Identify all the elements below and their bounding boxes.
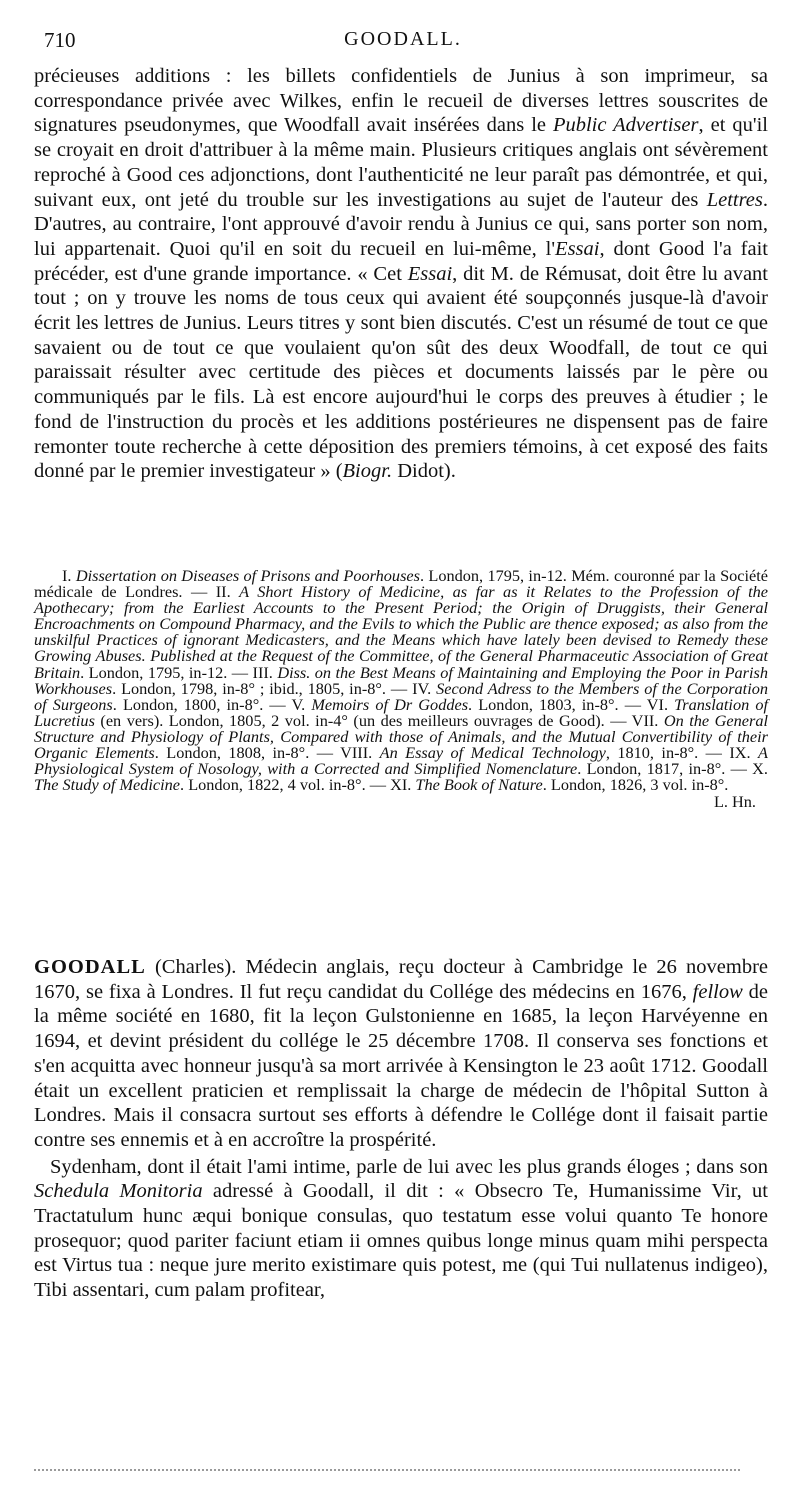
biography-entry <box>34 955 768 1303</box>
entry-paragraph-continued: Sydenham, dont il était l'ami intime, parle de lui avec les plus grands éloges ; dans son Schedula Monitoria adressé à Goodall, il dit : « Obsecro Te, Humanissime Vir, ut Tractatulum hunc æqui bonique consulas, quo testatum esse volui quanto Te honore prosequor; quod pariter faciunt etiam ii omnes quibus longe minus quam mihi perspecta est Virtus tua : neque jure merito existimare quis potest, me (qui Tui nullatenus indigeo), Tibi assentari, cum palam profitear, <box>34 1155 768 1302</box>
article-paragraph: précieuses additions : les billets confidentiels de Junius à son imprimeur, sa correspondance privée avec Wilkes, enfin le recueil de diverses lettres souscrites de signatures pseudonymes, que Woodfall avait insérées dans le Public Advertiser, et qu'il se croyait en droit d'attribuer à la même main. Plusieurs critiques anglais ont sévèrement reproché à Good ces adjonctions, dont l'authenticité ne leur paraît pas démontrée, et qui, suivant eux, ont jeté du trouble sur les investigations au sujet de l'auteur des Lettres. D'autres, au contraire, l'ont approuvé d'avoir rendu à Junius ce qui, sans porter son nom, lui appartenait. Quoi qu'il en soit du recueil en lui-même, l'Essai, dont Good l'a fait précéder, est d'une grande importance. « Cet Essai, dit M. de Rémusat, doit être lu avant tout ; on y trouve les noms de tous ceux qui avaient été soupçonnés jusque-là d'avoir écrit les lettres de Junius. Leurs titres y sont bien discutés. C'est un résumé de tout ce que savaient ou de tout ce que voulaient qu'on sût des deux Woodfall, de tout ce qui paraissait résulter avec certitude des pièces et documents laissés par le père ou communiqués par le fils. Là est encore aujourd'hui le corps des preuves à étudier ; le fond de l'instruction du procès et les additions postérieures ne dispensent pas de faire remonter toute recherche à cette déposition des premiers témoins, à cet exposé des faits donné par le premier investigateur » (Biogr. Didot). <box>34 65 769 483</box>
running-title: GOODALL. <box>344 28 462 50</box>
article-continuation <box>34 64 768 484</box>
author-signature: L. Hn. <box>713 792 756 812</box>
page-number: 710 <box>44 28 76 52</box>
entry-given-name: (Charles). <box>145 956 237 978</box>
entry-paragraph: GOODALL (Charles). Médecin anglais, reçu docteur à Cambridge le 26 novembre 1670, se fixa à Londres. Il fut reçu candidat du Collége des médecins en 1676, fellow de la même société en 1680, fit la leçon Gulstonienne en 1685, la leçon Harvéyenne en 1694, et devint président du collége le 25 décembre 1708. Il conserva ses fonctions et s'en acquitta avec honneur jusqu'à sa mort arrivée à Kensington le 23 août 1712. Goodall était un excellent praticien et remplissait la charge de médecin de l'hôpital Sutton à Londres. Mais il consacra surtout ses efforts à défendre le Collége dont il faisait partie contre ses ennemis et à en accroître la prospérité. <box>34 956 769 1151</box>
bibliography-note <box>34 568 768 810</box>
bottom-dotted-rule <box>34 1469 740 1471</box>
bibliography-list: I. Dissertation on Diseases of Prisons and Poorhouses. London, 1795, in-12. Mém. couronné par la Société médicale de Londres. — II. A Short History of Medicine, as far as it Relates to the Profession of the Apothecary; from the Earliest Accounts to the Present Period; the Origin of Druggists, their General Encroachments on Compound Pharmacy, and the Evils to which the Public are thence exposed; as also from the unskilful Practices of ignorant Medicasters, and the Means which have lately been devised to Remedy these Growing Abuses. Published at the Request of the Committee, of the General Pharmaceutic Association of Great Britain. London, 1795, in-12. — III. Diss. on the Best Means of Maintaining and Employing the Poor in Parish Workhouses. London, 1798, in-8° ; ibid., 1805, in-8°. — IV. Second Adress to the Members of the Corporation of Surgeons. London, 1800, in-8°. — V. Memoirs of Dr Goddes. London, 1803, in-8°. — VI. Translation of Lucretius (en vers). London, 1805, 2 vol. in-4° (un des meilleurs ouvrages de Good). — VII. On the General Structure and Physiology of Plants, Compared with those of Animals, and the Mutual Convertibility of their Organic Elements. London, 1808, in-8°. — VIII. An Essay of Medical Technology, 1810, in-8°. — IX. A Physiological System of Nosology, with a Corrected and Simplified Nomenclature. London, 1817, in-8°. — X. The Study of Medicine. London, 1822, 4 vol. in-8°. — XI. The Book of Nature. London, 1826, 3 vol. in-8°. <box>34 566 769 795</box>
page-header <box>44 28 762 56</box>
entry-headword: GOODALL <box>34 956 146 978</box>
